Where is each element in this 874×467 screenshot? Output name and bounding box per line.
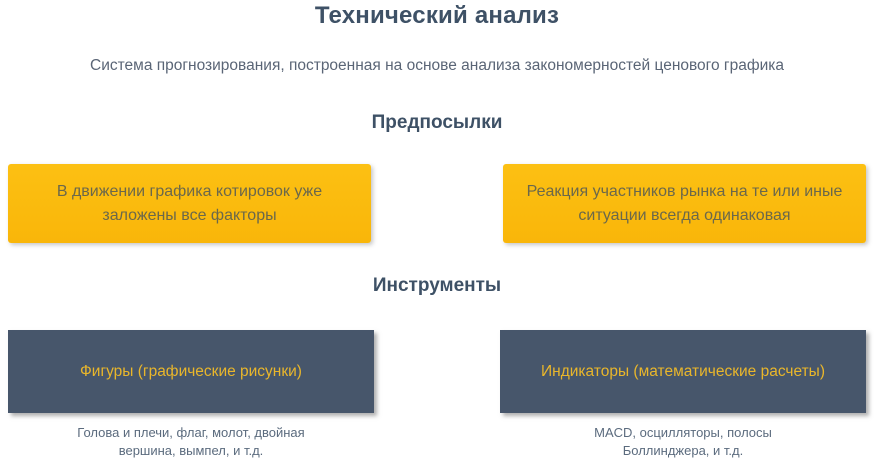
tools-card-row xyxy=(8,330,866,413)
tool-card-figures xyxy=(8,330,374,413)
tool-card-label: Фигуры (графические рисунки) xyxy=(80,362,302,380)
premises-card-row xyxy=(8,164,866,243)
page-subtitle: Система прогнозирования, построенная на основе анализа закономерностей ценового графика xyxy=(90,57,784,74)
tool-card-indicators xyxy=(500,330,866,413)
section-heading-premises: Предпосылки xyxy=(371,112,503,133)
figures-examples-caption: Голова и плечи, флаг, молот, двойная вершина, вымпел, и т.д. xyxy=(77,425,305,459)
caption-col-figures xyxy=(8,424,374,460)
tool-card-label: Индикаторы (математические расчеты) xyxy=(541,362,825,380)
caption-col-indicators xyxy=(500,424,866,460)
premise-card-market-reaction xyxy=(503,164,866,243)
premise-card-price-factors xyxy=(8,164,371,243)
premise-card-text: Реакция участников рынка на те или иные ситуации всегда одинаковая xyxy=(526,183,843,224)
page-title: Технический анализ xyxy=(314,2,560,29)
tools-caption-row xyxy=(8,424,866,460)
indicators-examples-caption: MACD, осцилляторы, полосы Боллинджера, и т.д. xyxy=(594,425,772,459)
premise-card-text: В движении графика котировок уже заложены все факторы xyxy=(56,183,323,224)
section-heading-tools: Инструменты xyxy=(372,275,502,296)
